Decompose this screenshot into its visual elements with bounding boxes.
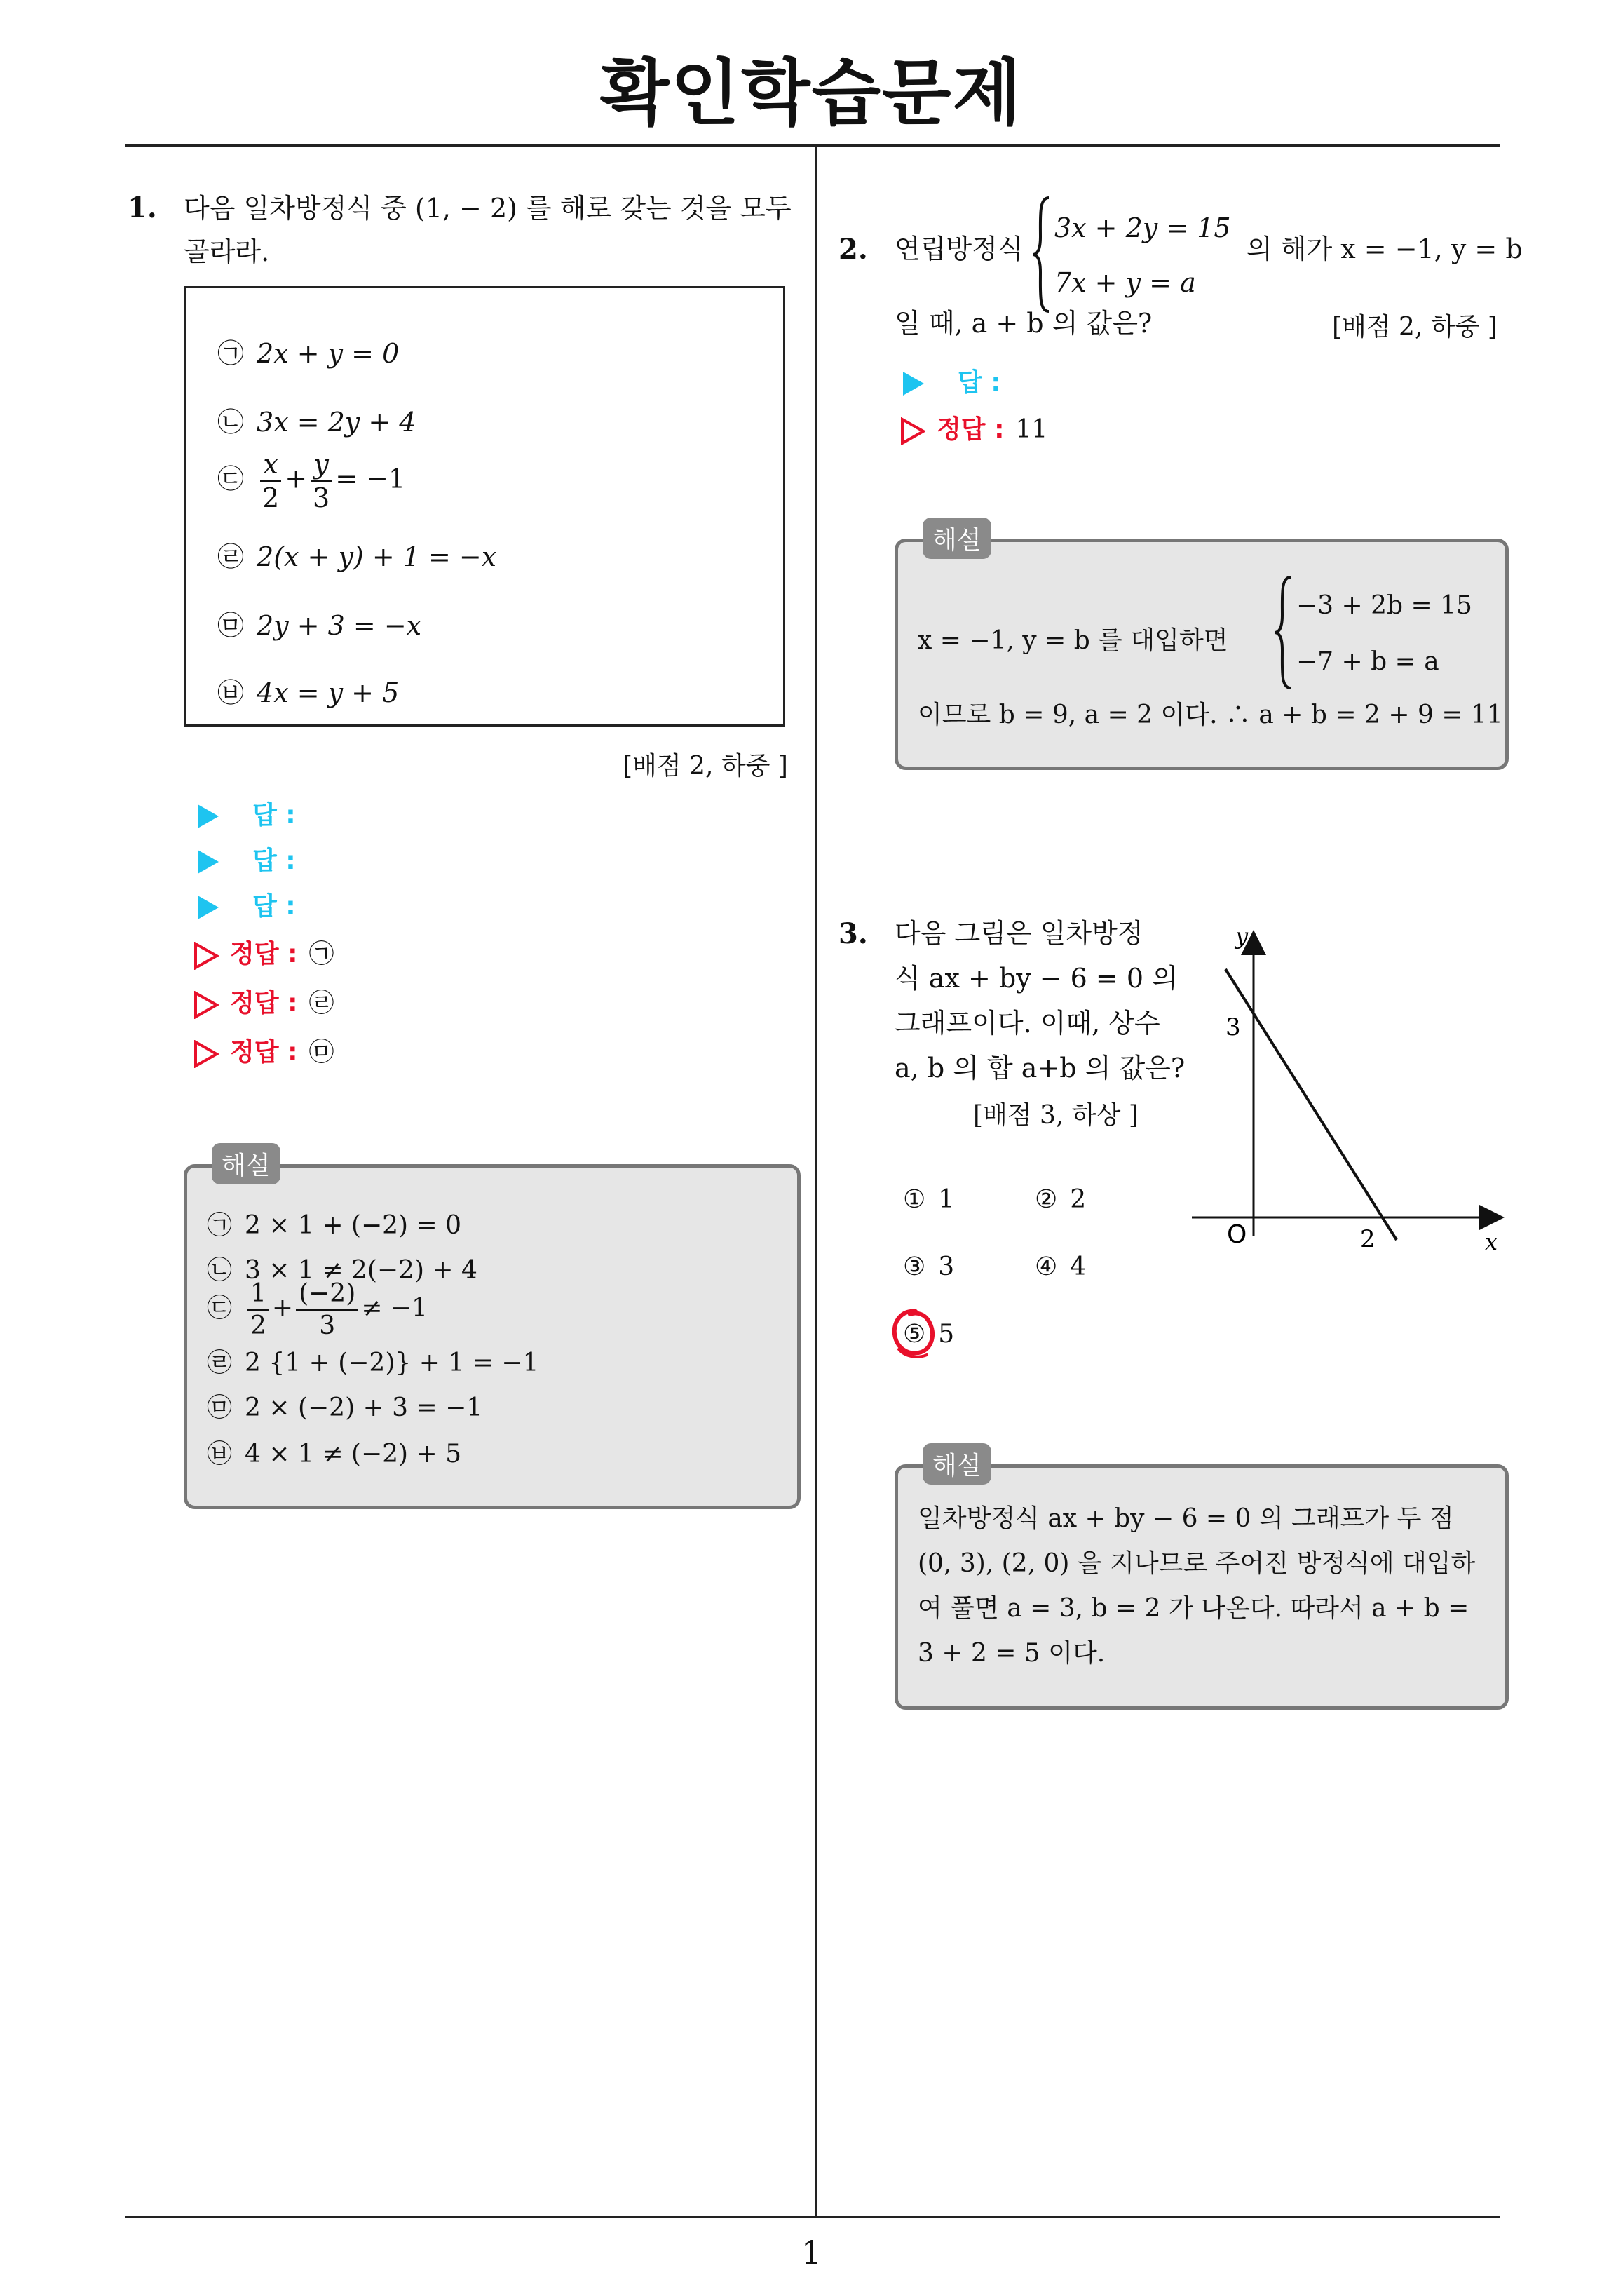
correct-triangle-icon [900, 417, 925, 445]
q2-line2: 일 때, a + b 의 값은? [895, 308, 1153, 339]
q1-condition-6-expr: 4x = y + 5 [257, 677, 400, 708]
q1-condition-3-frac2: $\frac{y}{3}$ [310, 451, 332, 511]
q1-condition-6 [217, 671, 399, 710]
q1-condition-box [184, 286, 785, 727]
answer-triangle-icon [198, 896, 219, 919]
q1-condition-1-mark: ㉠ [217, 338, 245, 369]
q1-correct-2: 정답 : ㉣ [193, 983, 334, 1019]
q3-line3: 그래프이다. 이때, 상수 [895, 1008, 1160, 1039]
q1-condition-5 [217, 604, 421, 642]
q3-choice-5[interactable]: ⑤ 5 [903, 1320, 955, 1349]
q1-solution-tag: 해설 [212, 1143, 280, 1184]
q3-choice-2[interactable]: ② 2 [1035, 1185, 1087, 1214]
q1-condition-1 [217, 332, 399, 370]
q2-eq2: 7x + y = a [1054, 267, 1196, 298]
q1-condition-1-expr: 2x + y = 0 [257, 338, 400, 369]
q3-choice-1[interactable]: ① 1 [903, 1185, 955, 1214]
q1-correct-3: 정답 : ㉤ [193, 1032, 334, 1068]
answer-triangle-icon [198, 850, 219, 874]
q1-correct-1: 정답 : ㉠ [193, 934, 334, 970]
q1-solution-5: ㉤ 2 × (−2) + 3 = −1 [207, 1393, 483, 1422]
q1-answer-2[interactable]: 답 : [198, 841, 296, 877]
page-number: 1 [801, 2234, 822, 2271]
q1-condition-4 [217, 535, 496, 574]
q2-solution-eq1: −3 + 2b = 15 [1296, 591, 1472, 620]
q1-condition-6-mark: ㉥ [217, 677, 245, 708]
q1-condition-3-plus: + [285, 463, 308, 494]
q1-condition-3 [217, 451, 405, 511]
q2-solution-eq2: −7 + b = a [1296, 647, 1439, 676]
q3-line4: a, b 의 합 a+b 의 값은? [895, 1053, 1186, 1083]
column-divider [815, 146, 817, 2217]
q1-solution-2: ㉡ 3 × 1 ≠ 2(−2) + 4 [207, 1256, 477, 1285]
q1-solution-box [184, 1164, 801, 1509]
q1-answer-1[interactable]: 답 : [198, 795, 296, 831]
q1-condition-3-mark: ㉢ [217, 463, 245, 494]
q3-number: 3. [838, 917, 868, 950]
footer-rule [125, 2216, 1500, 2218]
q2-solution-lead: x = −1, y = b 를 대입하면 [918, 626, 1228, 655]
answer-triangle-icon [198, 804, 219, 828]
page-title: 확인학습문제 [599, 52, 1024, 135]
q2-solution-tag: 해설 [923, 518, 991, 559]
q1-text-line2: 골라라. [184, 236, 270, 267]
answer-triangle-icon [903, 372, 924, 396]
graph-y-intercept-label: 3 [1225, 1013, 1241, 1041]
q3-solution-line2: (0, 3), (2, 0) 을 지나므로 주어진 방정식에 대입하 [918, 1549, 1476, 1578]
selected-circle-mark-icon [889, 1306, 939, 1362]
q1-score: [배점 2, 하중 ] [623, 752, 788, 781]
q3-line2: 식 ax + by − 6 = 0 의 [895, 963, 1178, 994]
graph-line [1225, 969, 1397, 1240]
q3-solution-box [895, 1464, 1509, 1710]
q1-condition-3-rest: = −1 [335, 463, 406, 494]
q3-solution-line1: 일차방정식 ax + by − 6 = 0 의 그래프가 두 점 [918, 1504, 1454, 1533]
q1-solution-1: ㉠ 2 × 1 + (−2) = 0 [207, 1211, 462, 1240]
q1-text-line1: 다음 일차방정식 중 (1, − 2) 를 해로 갖는 것을 모두 [184, 193, 792, 224]
graph-x-label: x [1485, 1229, 1498, 1255]
q1-condition-4-expr: 2(x + y) + 1 = −x [257, 541, 497, 572]
correct-triangle-icon [193, 942, 219, 970]
q1-condition-2-expr: 3x = 2y + 4 [257, 407, 416, 438]
q3-choice-4[interactable]: ④ 4 [1035, 1252, 1087, 1281]
q1-solution-3: ㉢ $\frac{1}{2}$ + $\frac{(-2)}{3}$ ≠ −1 [207, 1279, 428, 1340]
q1-answer-3[interactable]: 답 : [198, 886, 296, 922]
q2-solution-brace [1274, 573, 1293, 692]
q1-condition-5-expr: 2y + 3 = −x [257, 610, 422, 641]
q2-correct: 정답 : 11 [900, 410, 1047, 445]
q2-eq1: 3x + 2y = 15 [1054, 212, 1231, 243]
q1-condition-4-mark: ㉣ [217, 541, 245, 572]
q2-number: 2. [838, 233, 868, 266]
q1-condition-2-mark: ㉡ [217, 407, 245, 438]
q3-score: [배점 3, 하상 ] [973, 1101, 1139, 1130]
q2-score: [배점 2, 하중 ] [1332, 313, 1498, 342]
q3-line-graph [1192, 919, 1507, 1255]
q2-answer[interactable]: 답 : [903, 363, 1001, 398]
q3-solution-line4: 3 + 2 = 5 이다. [918, 1639, 1106, 1668]
q1-solution-4: ㉣ 2 {1 + (−2)} + 1 = −1 [207, 1349, 539, 1377]
q3-line1: 다음 그림은 일차방정 [895, 918, 1143, 949]
q2-solution-line2: 이므로 b = 9, a = 2 이다. ∴ a + b = 2 + 9 = 11 [918, 701, 1503, 729]
q2-lead: 연립방정식 [895, 234, 1024, 264]
graph-y-label: y [1235, 923, 1249, 950]
q1-condition-5-mark: ㉤ [217, 610, 245, 641]
q2-solution-box [895, 539, 1509, 770]
q3-choice-3[interactable]: ③ 3 [903, 1252, 955, 1281]
graph-x-intercept-label: 2 [1360, 1225, 1376, 1253]
correct-triangle-icon [193, 991, 219, 1019]
q1-number: 1. [128, 191, 157, 224]
q3-solution-line3: 여 풀면 a = 3, b = 2 가 나온다. 따라서 a + b = [918, 1594, 1469, 1623]
q2-tail: 의 해가 x = −1, y = b [1247, 234, 1523, 264]
q1-condition-2 [217, 400, 416, 439]
q2-brace [1032, 195, 1053, 314]
q1-solution-6: ㉥ 4 × 1 ≠ (−2) + 5 [207, 1440, 462, 1468]
q3-solution-tag: 해설 [923, 1443, 991, 1485]
q1-condition-3-frac1: $\frac{x}{2}$ [259, 451, 282, 511]
correct-triangle-icon [193, 1040, 219, 1068]
graph-origin-label: O [1227, 1220, 1247, 1249]
header-rule [125, 144, 1500, 147]
